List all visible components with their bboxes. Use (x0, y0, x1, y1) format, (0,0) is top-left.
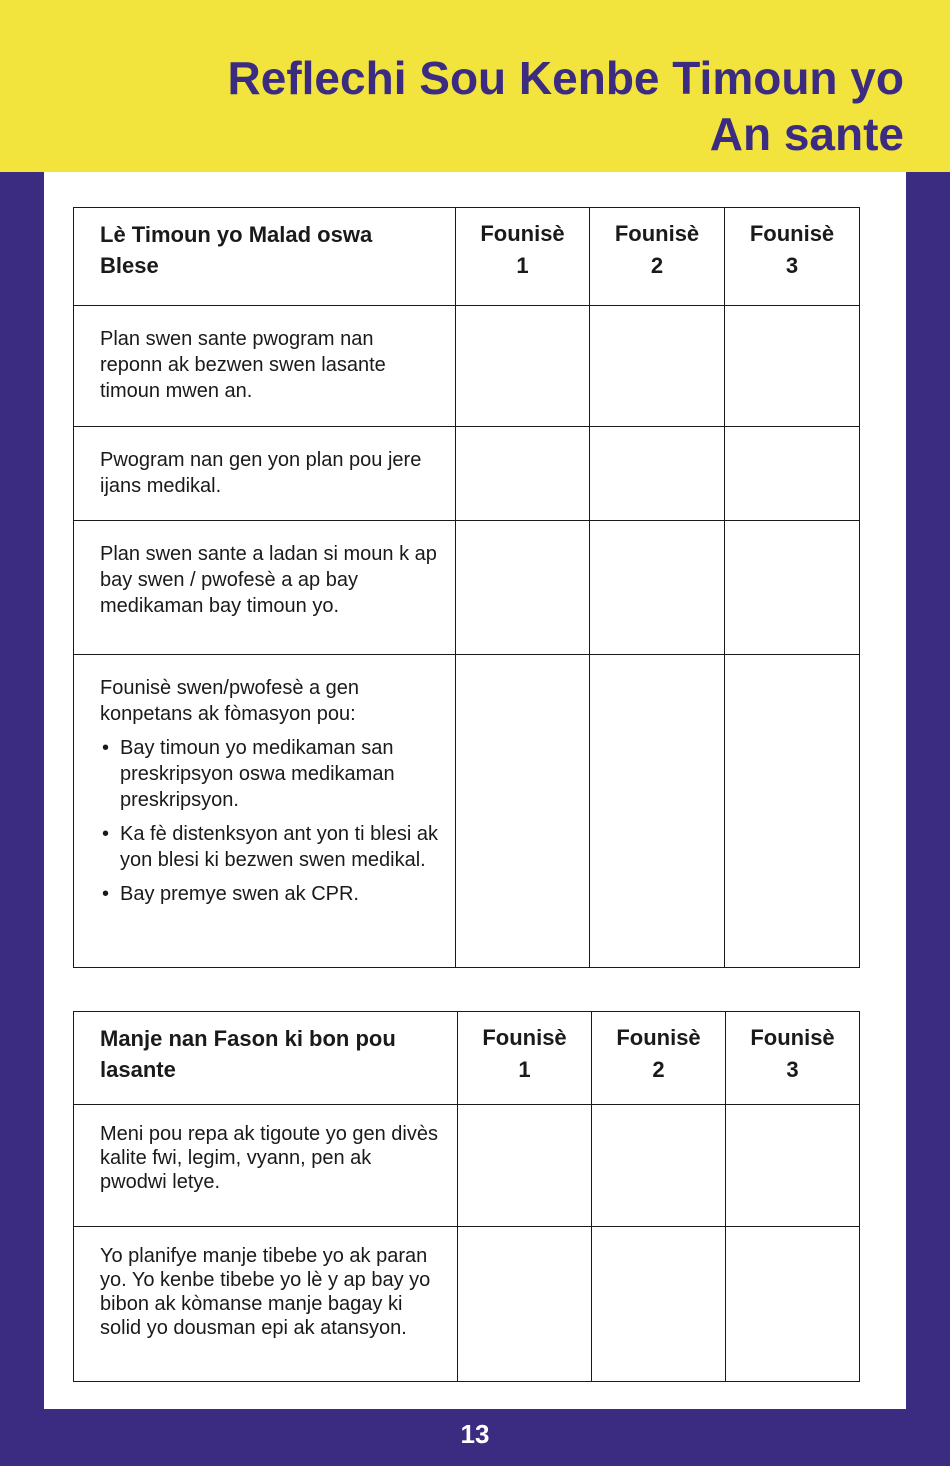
provider-1-header (456, 208, 590, 306)
provider-label: Founisè (750, 1025, 835, 1050)
provider-1-check-cell[interactable] (456, 427, 590, 521)
provider-3-check-cell[interactable] (725, 306, 860, 427)
provider-3-header (726, 1012, 860, 1105)
table-row (74, 427, 860, 521)
provider-3-check-cell[interactable] (725, 655, 860, 968)
provider-2-check-cell[interactable] (590, 427, 725, 521)
provider-1-check-cell[interactable] (456, 306, 590, 427)
page-title (228, 50, 904, 162)
provider-1-check-cell[interactable] (456, 655, 590, 968)
provider-2-check-cell[interactable] (590, 655, 725, 968)
table-row (74, 655, 860, 968)
list-item: • Bay premye swen ak CPR. (100, 881, 439, 907)
provider-3-header (725, 208, 860, 306)
provider-label: Founisè (616, 1025, 701, 1050)
provider-3-check-cell[interactable] (725, 427, 860, 521)
table-header-row (74, 208, 860, 306)
page-number: 13 (460, 1419, 490, 1449)
provider-2-check-cell[interactable] (592, 1227, 726, 1382)
provider-3-check-cell[interactable] (725, 521, 860, 655)
provider-2-header (592, 1012, 726, 1105)
page-title-line-1: Reflechi Sou Kenbe Timoun yo (227, 52, 904, 104)
criteria-cell (74, 655, 456, 968)
provider-number: 1 (516, 253, 529, 278)
provider-3-check-cell[interactable] (726, 1227, 860, 1382)
provider-number: 3 (785, 253, 799, 278)
criteria-text: Meni pou repa ak tigoute yo gen divès kalite fwi, legim, vyann, pen ak pwodwi letye. (74, 1105, 458, 1227)
table-row (74, 306, 860, 427)
criteria-text: Plan swen sante pwogram nan reponn ak bezwen swen lasante timoun mwen an. (74, 306, 456, 427)
provider-2-check-cell[interactable] (592, 1105, 726, 1227)
provider-number: 3 (786, 1057, 799, 1082)
checklist-table-healthy-eating (73, 1011, 860, 1382)
content-page (44, 172, 906, 1409)
provider-2-check-cell[interactable] (590, 521, 725, 655)
provider-1-check-cell[interactable] (458, 1227, 592, 1382)
provider-1-check-cell[interactable] (458, 1105, 592, 1227)
checklist-table-sick-injured (73, 207, 860, 968)
table-heading: Manje nan Fason ki bon pou lasante (74, 1012, 458, 1105)
provider-label: Founisè (480, 221, 565, 246)
criteria-text: Pwogram nan gen yon plan pou jere ijans medikal. (74, 427, 456, 521)
provider-3-check-cell[interactable] (726, 1105, 860, 1227)
list-item: • Ka fè distenksyon ant yon ti blesi ak yon blesi ki bezwen swen medikal. (100, 821, 439, 873)
criteria-text: Founisè swen/pwofesè a gen konpetans ak fòmasyon pou: (100, 677, 360, 725)
provider-label: Founisè (614, 221, 700, 246)
list-item: • Bay timoun yo medikaman san preskripsyon oswa medikaman preskripsyon. (100, 735, 439, 813)
provider-number: 2 (650, 253, 664, 278)
provider-2-header (590, 208, 725, 306)
header-banner (0, 0, 950, 172)
criteria-text: Yo planifye manje tibebe yo ak paran yo. Yo kenbe tibebe yo lè y ap bay yo bibon ak kòmanse manje bagay ki solid yo dousman epi ak atansyon. (74, 1227, 458, 1382)
table-header-row (74, 1012, 860, 1105)
table-row (74, 1105, 860, 1227)
table-row (74, 521, 860, 655)
criteria-text: Plan swen sante a ladan si moun k ap bay swen / pwofesè a ap bay medikaman bay timoun yo. (74, 521, 456, 655)
page-title-line-2: An sante (709, 108, 904, 160)
table-heading: Lè Timoun yo Malad oswa Blese (74, 208, 456, 306)
provider-number: 2 (652, 1057, 665, 1082)
table-row (74, 1227, 860, 1382)
provider-label: Founisè (482, 1025, 567, 1050)
provider-label: Founisè (749, 221, 835, 246)
provider-1-check-cell[interactable] (456, 521, 590, 655)
provider-1-header (458, 1012, 592, 1105)
provider-2-check-cell[interactable] (590, 306, 725, 427)
provider-number: 1 (518, 1057, 531, 1082)
criteria-bullet-list (100, 735, 439, 907)
